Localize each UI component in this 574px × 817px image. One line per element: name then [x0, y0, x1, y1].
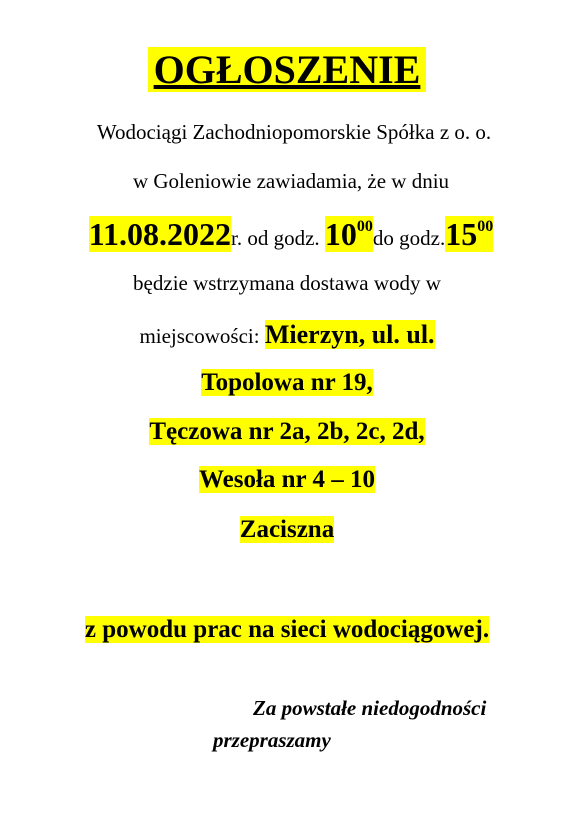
date-text: 11.08.2022: [88, 216, 231, 252]
street-2-text: Tęczowa nr 2a, 2b, 2c, 2d,: [149, 418, 425, 445]
locality-label: miejscowości:: [139, 324, 260, 348]
street-1: [0, 363, 574, 403]
title-text: OGŁOSZENIE: [148, 47, 427, 92]
announcement-title: [0, 42, 574, 98]
apology-line-1: Za powstałe niedogodności: [253, 696, 487, 720]
date-suffix: r. od godz.: [231, 226, 320, 250]
intro-line-1: Wodociągi Zachodniopomorskie Spółka z o. o.: [96, 120, 492, 144]
time-from: [325, 216, 373, 252]
time-mid: do godz.: [372, 226, 446, 250]
date-time-line: [0, 210, 574, 262]
street-4: [0, 510, 574, 550]
locality-line: [0, 315, 574, 356]
apology-line-2: przepraszamy: [213, 728, 331, 752]
notice-line: będzie wstrzymana dostawa wody w: [133, 271, 441, 295]
reason-line: [0, 610, 574, 650]
time-to-minutes: 00: [477, 218, 494, 235]
time-to-hour: 15: [445, 216, 478, 252]
intro-line-2: w Goleniowie zawiadamia, że w dniu: [132, 169, 450, 193]
time-to: [445, 216, 493, 252]
time-from-hour: 10: [324, 216, 357, 252]
street-3-text: Wesoła nr 4 – 10: [199, 466, 375, 493]
locality-name: Mierzyn, ul. ul.: [264, 320, 435, 349]
street-2: [0, 412, 574, 452]
street-3: [0, 460, 574, 500]
street-4-text: Zaciszna: [239, 516, 335, 543]
reason-text: z powodu prac na sieci wodociągowej.: [84, 616, 490, 643]
street-1-text: Topolowa nr 19,: [201, 369, 373, 396]
time-from-minutes: 00: [356, 218, 373, 235]
